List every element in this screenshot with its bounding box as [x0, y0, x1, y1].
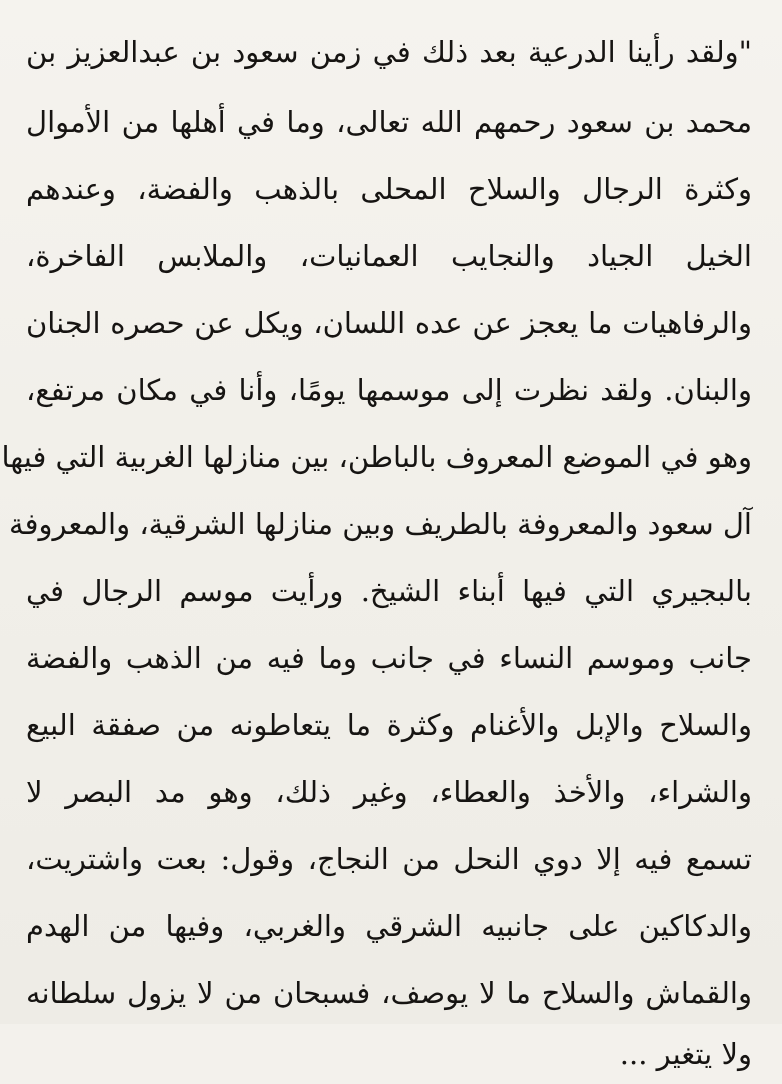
text-line: والشراء، والأخذ والعطاء، وغير ذلك، وهو مد البصر لا [26, 775, 752, 809]
text-line: وكثرة الرجال والسلاح المحلى بالذهب والفضة، وعندهم [26, 172, 752, 206]
text-line: "ولقد رأينا الدرعية بعد ذلك في زمن سعود بن عبدالعزيز بن [26, 35, 752, 69]
text-line: وهو في الموضع المعروف بالباطن، بين منازلها الغربية التي فيها [1, 440, 752, 474]
text-line: محمد بن سعود رحمهم الله تعالى، وما في أهلها من الأموال [26, 105, 752, 139]
text-line: والبنان. ولقد نظرت إلى موسمها يومًا، وأنا في مكان مرتفع، [26, 373, 752, 407]
text-line: والدكاكين على جانبيه الشرقي والغربي، وفيها من الهدم [26, 909, 752, 943]
text-line: الخيل الجياد والنجايب العمانيات، والملابس الفاخرة، [26, 239, 752, 273]
text-line: جانب وموسم النساء في جانب وما فيه من الذهب والفضة [26, 641, 752, 675]
text-line: ولا يتغير ... [619, 1037, 752, 1071]
text-line: والرفاهيات ما يعجز عن عده اللسان، ويكل عن حصره الجنان [26, 306, 752, 340]
text-line: تسمع فيه إلا دوي النحل من النجاج، وقول: بعت واشتريت، [26, 842, 752, 876]
text-line: آل سعود والمعروفة بالطريف وبين منازلها الشرقية، والمعروفة [9, 507, 752, 541]
text-line: والقماش والسلاح ما لا يوصف، فسبحان من لا يزول سلطانه [26, 976, 752, 1010]
text-line: بالبجيري التي فيها أبناء الشيخ. ورأيت موسم الرجال في [26, 574, 752, 608]
text-line: والسلاح والإبل والأغنام وكثرة ما يتعاطونه من صفقة البيع [26, 708, 752, 742]
